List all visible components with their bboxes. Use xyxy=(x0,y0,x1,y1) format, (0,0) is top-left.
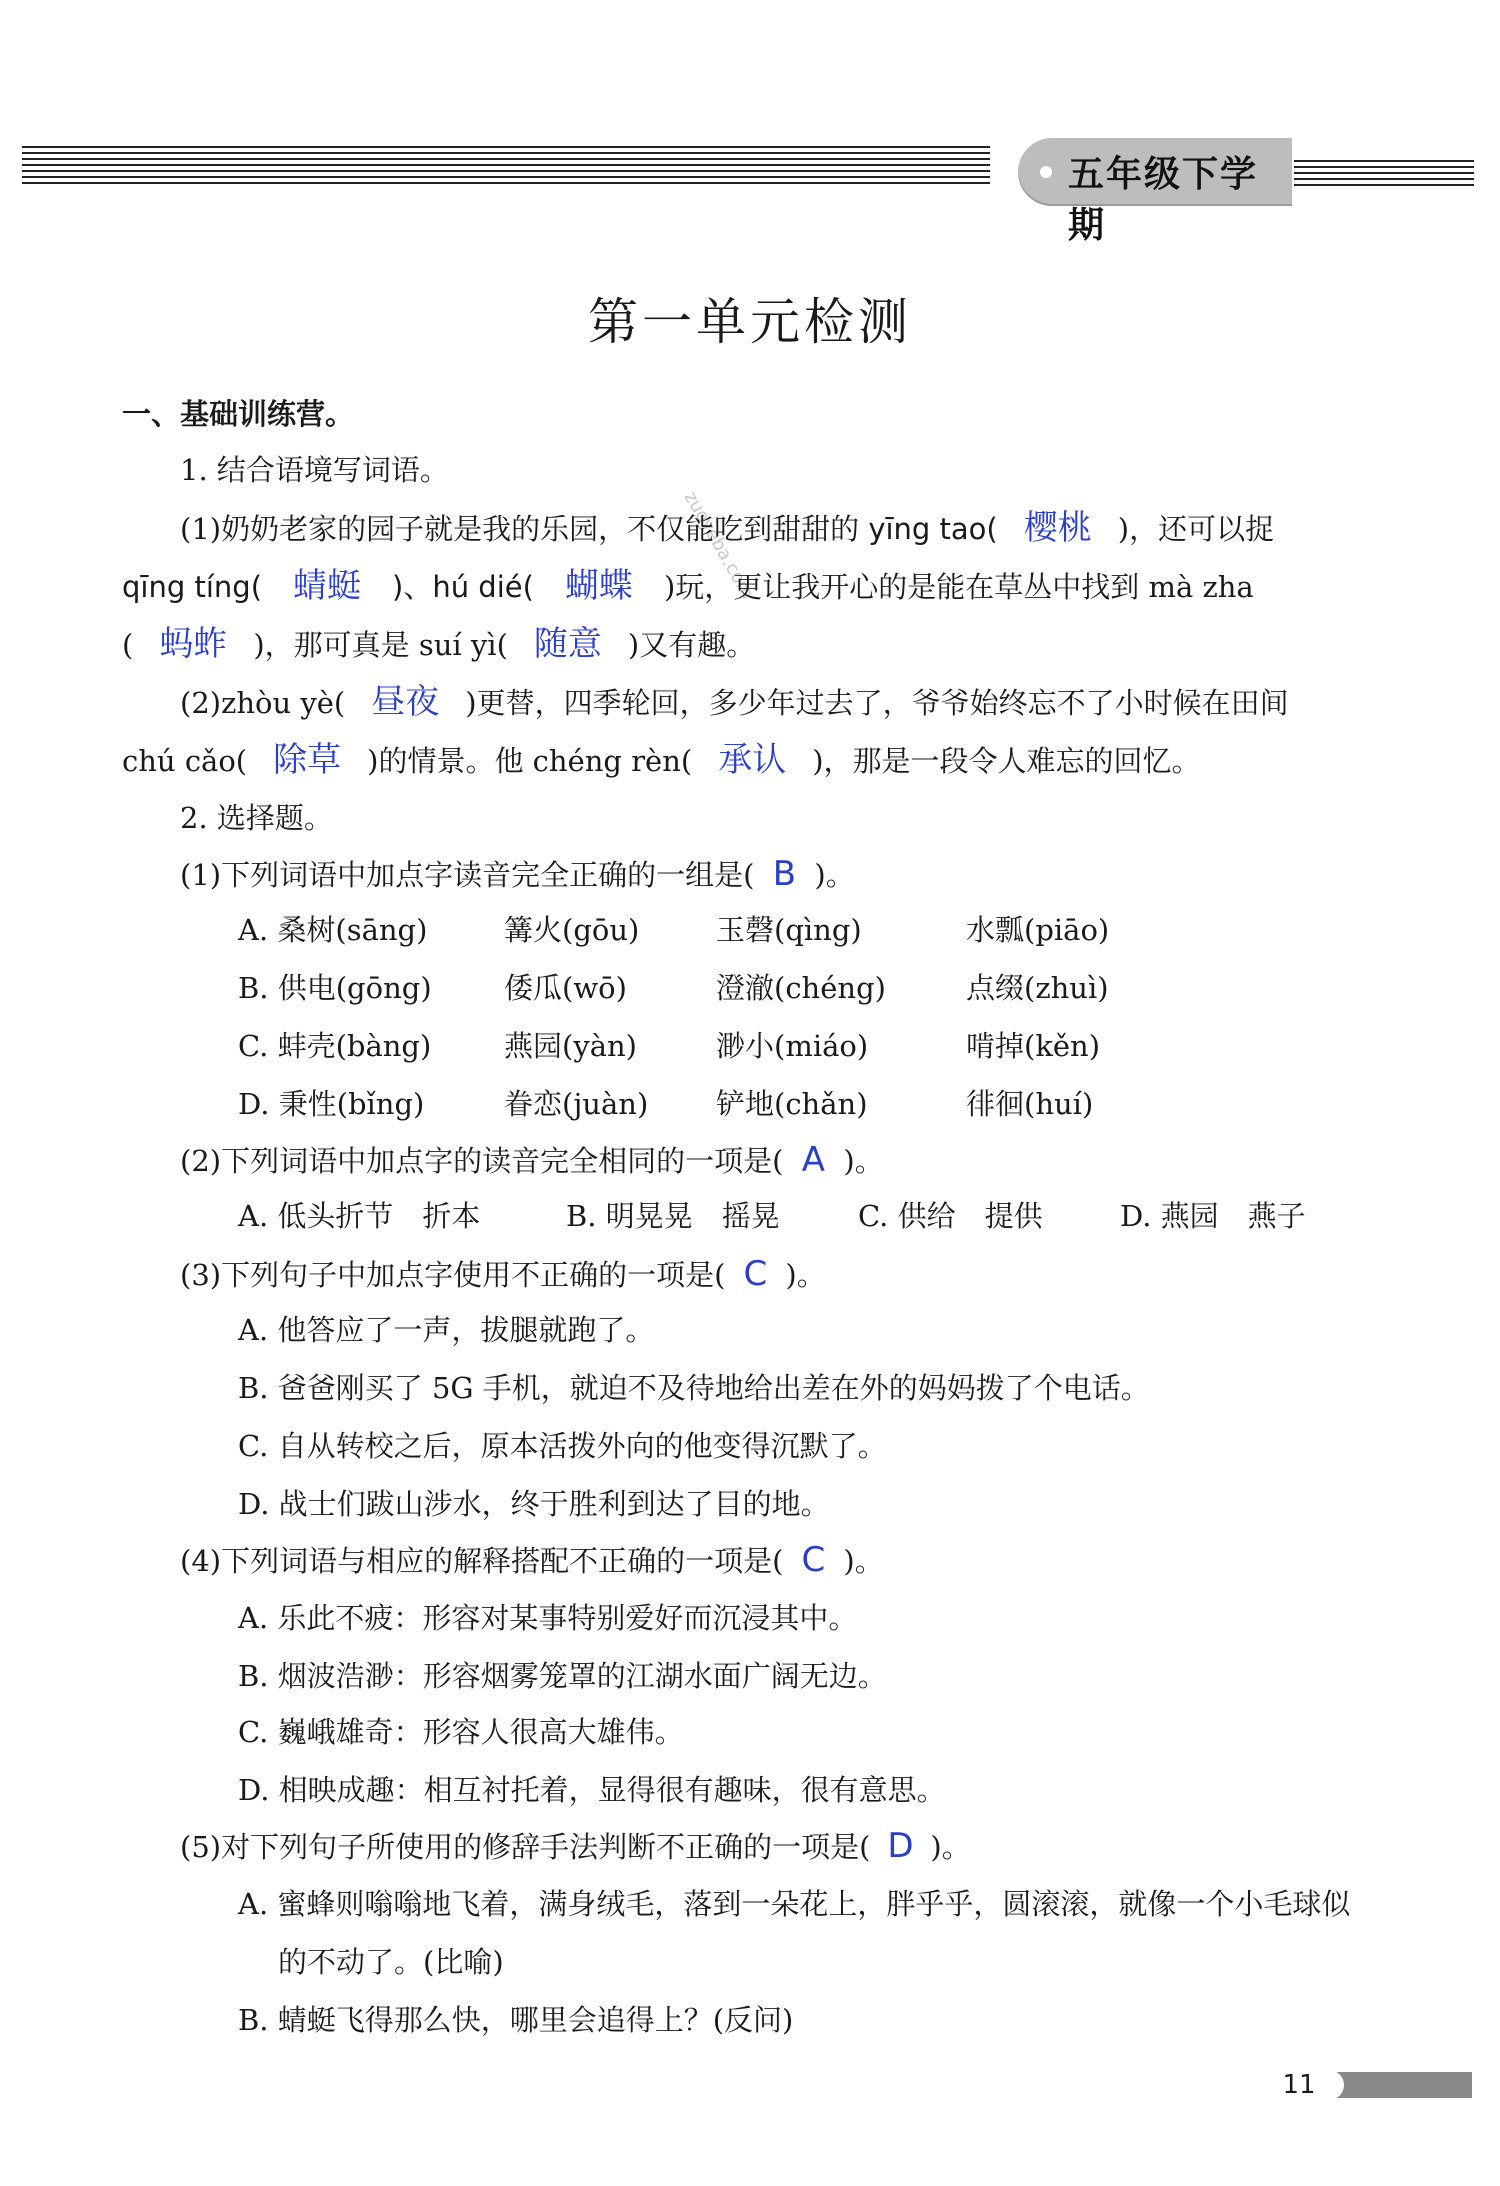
q1-line4 xyxy=(180,682,1289,723)
q2-s2-opt: B. 明晃晃 摇晃 xyxy=(566,1199,780,1233)
bullet-dot-icon xyxy=(1040,166,1052,178)
q2-s4-opt: B. 烟波浩渺：形容烟雾笼罩的江湖水面广阔无边。 xyxy=(238,1659,887,1693)
q2-s1-opt: 铲地(chǎn) xyxy=(716,1087,868,1121)
text: )。 xyxy=(785,1258,826,1292)
q2-s4-opt: A. 乐此不疲：形容对某事特别爱好而沉浸其中。 xyxy=(238,1601,858,1635)
watermark: zuoyeba.com xyxy=(679,488,759,603)
answer-blank: C xyxy=(801,1540,826,1580)
q2-s1-opt: B. 供电(gōng) xyxy=(238,971,432,1005)
text: )的情景。他 chéng rèn( xyxy=(367,744,693,778)
header-rule-left xyxy=(22,146,990,190)
pinyin: )、hú dié( xyxy=(392,570,534,604)
q2-s5-optB: B. 蜻蜓飞得那么快，哪里会追得上？(反问) xyxy=(238,2003,794,2037)
pinyin: yīng tao( xyxy=(868,512,998,546)
q2-s3-opt: B. 爸爸刚买了 5G 手机，就迫不及待地给出差在外的妈妈拨了个电话。 xyxy=(238,1371,1150,1405)
q2-s2-opt: D. 燕园 燕子 xyxy=(1120,1199,1306,1233)
q1-line2 xyxy=(122,566,1254,607)
answer-blank: 昼夜 xyxy=(371,682,440,722)
q1-line3 xyxy=(122,624,755,665)
text: (5)对下列句子所使用的修辞手法判断不正确的一项是( xyxy=(180,1830,871,1864)
answer-blank: A xyxy=(801,1140,826,1180)
answer-blank: C xyxy=(743,1254,768,1294)
answer-blank: 承认 xyxy=(718,740,787,780)
q2-s2-question xyxy=(180,1140,884,1181)
answer-blank: 樱桃 xyxy=(1023,508,1092,548)
text: (2)zhòu yè( xyxy=(180,686,346,720)
answer-blank: 除草 xyxy=(273,740,342,780)
q2-s5-optA-cont: 的不动了。(比喻) xyxy=(278,1945,504,1979)
q2-s1-opt: 点缀(zhuì) xyxy=(966,971,1109,1005)
text: )，那是一段令人难忘的回忆。 xyxy=(812,744,1201,778)
q2-s1-opt: 徘徊(huí) xyxy=(966,1087,1094,1121)
page-title: 第一单元检测 xyxy=(588,293,912,351)
q2-s1-question xyxy=(180,854,855,895)
q1-label: 1. 结合语境写词语。 xyxy=(180,453,449,487)
q2-s2-opt: A. 低头折节 折本 xyxy=(238,1199,481,1233)
text: chú cǎo( xyxy=(122,744,248,778)
text: ( xyxy=(122,628,134,662)
text: )，那可真是 suí yì( xyxy=(253,628,508,662)
answer-blank: D xyxy=(887,1826,914,1866)
q2-s4-question xyxy=(180,1540,884,1581)
q2-s1-opt: 燕园(yàn) xyxy=(504,1029,637,1063)
q2-s1-opt: D. 秉性(bǐng) xyxy=(238,1087,425,1121)
text: (1)奶奶老家的园子就是我的乐园，不仅能吃到甜甜的 xyxy=(180,512,869,546)
text: )，还可以捉 xyxy=(1117,512,1275,546)
q2-s1-opt: 篝火(gōu) xyxy=(504,913,640,947)
text: )更替，四季轮回，多少年过去了，爷爷始终忘不了小时候在田间 xyxy=(465,686,1289,720)
text: )又有趣。 xyxy=(627,628,756,662)
q2-s4-opt: D. 相映成趣：相互衬托着，显得很有趣味，很有意思。 xyxy=(238,1773,946,1807)
grade-label: 五年级下学期 xyxy=(1068,154,1259,246)
header-rule-right xyxy=(1294,160,1474,190)
q2-s2-opt: C. 供给 提供 xyxy=(858,1199,1043,1233)
q1-line5 xyxy=(122,740,1201,781)
text: (3)下列句子中加点字使用不正确的一项是( xyxy=(180,1258,726,1292)
q2-s1-opt: A. 桑树(sāng) xyxy=(238,913,428,947)
q2-s3-opt: D. 战士们跋山涉水，终于胜利到达了目的地。 xyxy=(238,1487,830,1521)
q2-s5-optA: A. 蜜蜂则嗡嗡地飞着，满身绒毛，落到一朵花上，胖乎乎，圆滚滚，就像一个小毛球似 xyxy=(238,1887,1351,1921)
answer-blank: 蝴蝶 xyxy=(564,566,633,606)
q2-s1-opt: C. 蚌壳(bàng) xyxy=(238,1029,432,1063)
answer-blank: 蜻蜓 xyxy=(293,566,362,606)
q2-s3-opt: A. 他答应了一声，拔腿就跑了。 xyxy=(238,1313,655,1347)
q2-label: 2. 选择题。 xyxy=(180,801,333,835)
q2-s5-question xyxy=(180,1826,971,1867)
text: )。 xyxy=(843,1544,884,1578)
q2-s4-opt: C. 巍峨雄奇：形容人很高大雄伟。 xyxy=(238,1715,684,1749)
page-number: 11 xyxy=(1254,2070,1344,2100)
q2-s1-opt: 眷恋(juàn) xyxy=(504,1087,649,1121)
pinyin: qīng tíng( xyxy=(122,570,263,604)
text: )。 xyxy=(843,1144,884,1178)
answer-blank: B xyxy=(772,854,797,894)
text: )。 xyxy=(930,1830,971,1864)
text: )玩，更让我开心的是能在草丛中找到 mà zha xyxy=(663,570,1254,604)
text: )。 xyxy=(814,858,855,892)
q2-s1-opt: 啃掉(kěn) xyxy=(966,1029,1101,1063)
q2-s3-opt: C. 自从转校之后，原本活拨外向的他变得沉默了。 xyxy=(238,1429,887,1463)
grade-tab xyxy=(1018,138,1292,246)
q2-s3-question xyxy=(180,1254,826,1295)
answer-blank: 随意 xyxy=(533,624,602,664)
q2-s1-opt: 渺小(miáo) xyxy=(716,1029,869,1063)
footer-bar xyxy=(1330,2072,1472,2098)
q2-s1-opt: 澄澈(chéng) xyxy=(716,971,886,1005)
text: (1)下列词语中加点字读音完全正确的一组是( xyxy=(180,858,755,892)
q2-s1-opt: 水瓢(piāo) xyxy=(966,913,1110,947)
q2-s1-opt: 玉磬(qìng) xyxy=(716,913,862,947)
text: (2)下列词语中加点字的读音完全相同的一项是( xyxy=(180,1144,784,1178)
section-heading: 一、基础训练营。 xyxy=(122,397,355,431)
answer-blank: 蚂蚱 xyxy=(159,624,228,664)
text: (4)下列词语与相应的解释搭配不正确的一项是( xyxy=(180,1544,784,1578)
q1-line1 xyxy=(180,508,1274,549)
q2-s1-opt: 倭瓜(wō) xyxy=(504,971,627,1005)
